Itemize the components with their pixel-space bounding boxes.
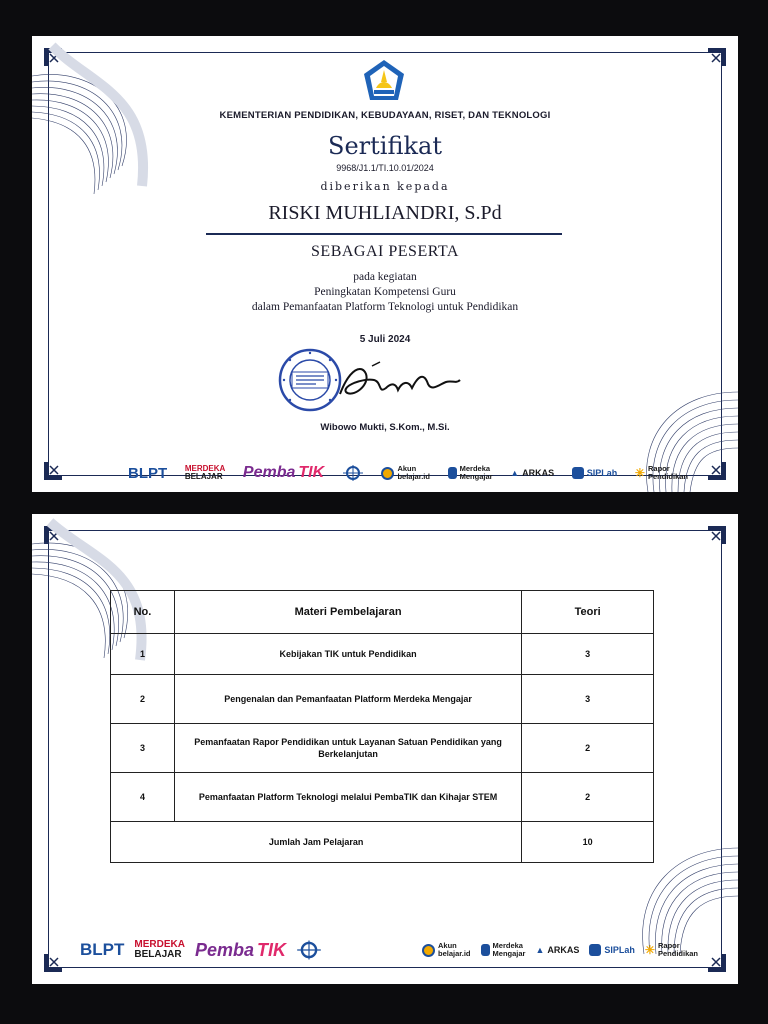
left-logo-group	[80, 939, 322, 961]
ministry-name: KEMENTERIAN PENDIDIKAN, KEBUDAYAAN, RISET, DAN TEKNOLOGI	[219, 110, 551, 121]
header-no: No.	[111, 591, 175, 634]
row-materi: Pemanfaatan Rapor Pendidikan untuk Layanan Satuan Pendidikan yang Berkelanjutan	[174, 724, 521, 773]
siplah-logo: SIPLah	[589, 944, 635, 956]
kihajar-logo-icon	[342, 464, 364, 482]
given-to-label: diberikan kepada	[320, 180, 450, 193]
corner-ornament-icon	[706, 524, 728, 546]
row-no: 3	[111, 724, 175, 773]
corner-ornament-icon	[706, 952, 728, 974]
akun-belajar-logo: Akun belajar.id	[381, 465, 430, 481]
tut-wuri-handayani-emblem-icon	[360, 58, 408, 104]
pembatik-logo: Pemba TIK	[242, 464, 325, 481]
header-teori: Teori	[522, 591, 654, 634]
merdeka-belajar-logo: MERDEKA BELAJAR	[184, 464, 226, 481]
row-materi: Pemanfaatan Platform Teknologi melalui PembaTIK dan Kihajar STEM	[174, 773, 521, 822]
siplah-logo: SIPLah	[572, 467, 618, 479]
materials-table	[110, 590, 654, 863]
row-no: 2	[111, 675, 175, 724]
pembatik-logo: Pemba TIK	[194, 939, 286, 960]
materials-page	[32, 514, 738, 984]
certificate-title: Sertifikat	[328, 132, 442, 160]
activity-line-2: dalam Pemanfaatan Platform Teknologi untuk Pendidikan	[251, 301, 519, 313]
table-total-row	[111, 822, 654, 863]
header-materi: Materi Pembelajaran	[174, 591, 521, 634]
table-row	[111, 675, 654, 724]
corner-ornament-icon	[42, 460, 64, 482]
rapor-pendidikan-logo: ✳ Rapor Pendidikan	[634, 464, 688, 481]
row-no: 1	[111, 634, 175, 675]
blpt-logo: BLPT	[80, 940, 125, 959]
activity-line-1: Peningkatan Kompetensi Guru	[314, 286, 456, 298]
arkas-logo: ▲ ARKAS	[535, 945, 580, 955]
akun-belajar-logo: Akun belajar.id	[422, 942, 471, 958]
table-row	[111, 724, 654, 773]
table-row	[111, 634, 654, 675]
merdeka-mengajar-logo: Merdeka Mengajar	[448, 465, 493, 481]
row-teori: 2	[522, 773, 654, 822]
right-logo-group	[422, 942, 698, 958]
partner-logos-bar	[80, 936, 698, 964]
row-teori: 2	[522, 724, 654, 773]
total-label: Jumlah Jam Pelajaran	[111, 822, 522, 863]
activity-intro: pada kegiatan	[353, 271, 417, 283]
name-underline	[206, 233, 562, 235]
table-header-row	[111, 591, 654, 634]
participant-role: SEBAGAI PESERTA	[311, 243, 459, 260]
certificate-date: 5 Juli 2024	[359, 334, 411, 345]
arkas-logo: ▲ ARKAS	[510, 468, 555, 478]
blpt-logo: BLPT	[128, 464, 168, 482]
row-no: 4	[111, 773, 175, 822]
kihajar-logo-icon	[296, 939, 322, 961]
signature	[332, 354, 464, 410]
row-teori: 3	[522, 634, 654, 675]
certificate-number: 9968/J1.1/TI.10.01/2024	[336, 163, 434, 173]
merdeka-mengajar-logo: Merdeka Mengajar	[481, 942, 526, 958]
total-value: 10	[522, 822, 654, 863]
certificate-page	[32, 36, 738, 492]
corner-ornament-icon	[42, 952, 64, 974]
row-materi: Pengenalan dan Pemanfaatan Platform Merdeka Mengajar	[174, 675, 521, 724]
row-teori: 3	[522, 675, 654, 724]
table-row	[111, 773, 654, 822]
signer-name: Wibowo Mukti, S.Kom., M.Si.	[320, 422, 450, 433]
rapor-pendidikan-logo: ✳ Rapor Pendidikan	[644, 941, 698, 958]
row-materi: Kebijakan TIK untuk Pendidikan	[174, 634, 521, 675]
recipient-name: RISKI MUHLIANDRI, S.Pd	[268, 202, 502, 224]
partner-logos-bar	[128, 460, 688, 486]
corner-ornament-icon	[706, 46, 728, 68]
merdeka-belajar-logo: MERDEKA BELAJAR	[134, 939, 185, 960]
